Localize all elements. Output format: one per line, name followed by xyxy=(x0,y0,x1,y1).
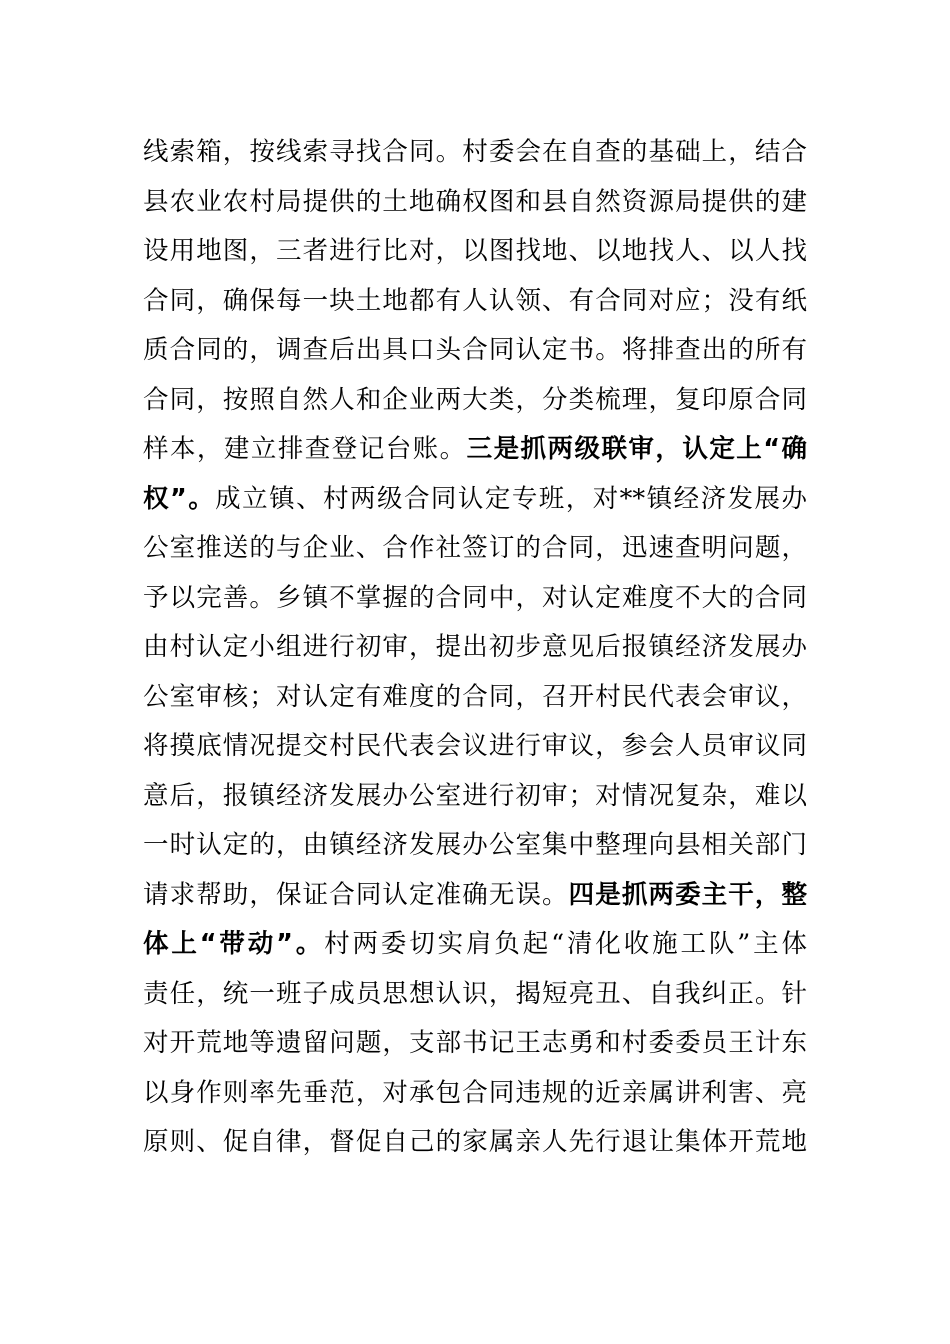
text-line xyxy=(143,1069,807,1119)
text-segment: 成立镇、村两级合同认定专班，对**镇经济发展办 xyxy=(215,483,807,514)
text-line xyxy=(143,970,807,1020)
text-line xyxy=(143,277,807,327)
text-line xyxy=(143,178,807,228)
text-line xyxy=(143,425,807,475)
text-segment: 样本，建立排查登记台账。 xyxy=(143,434,467,464)
text-segment: 县农业农村局提供的土地确权图和县自然资源局提供的建 xyxy=(143,186,807,217)
text-segment: 对开荒地等遗留问题，支部书记王志勇和村委委员王计东 xyxy=(143,1028,807,1058)
text-segment: 设用地图，三者进行比对，以图找地、以地找人、以人找 xyxy=(143,236,807,266)
text-line xyxy=(143,1019,807,1069)
text-line xyxy=(143,772,807,822)
text-line xyxy=(143,475,807,525)
text-segment: 予以完善。乡镇不掌握的合同中，对认定难度不大的合同 xyxy=(143,582,807,613)
body-text xyxy=(143,128,807,1168)
text-segment: 由村认定小组进行初审，提出初步意见后报镇经济发展办 xyxy=(143,632,807,662)
text-segment: 质合同的，调查后出具口头合同认定书。将排查出的所有 xyxy=(143,335,807,365)
text-line xyxy=(143,722,807,772)
text-segment: 请求帮助，保证合同认定准确无误。 xyxy=(143,879,569,910)
text-line xyxy=(143,871,807,921)
text-segment: 责任，统一班子成员思想认识，揭短亮丑、自我纠正。针 xyxy=(143,978,807,1009)
text-line xyxy=(143,821,807,871)
text-line xyxy=(143,376,807,426)
text-line xyxy=(143,574,807,624)
text-segment: 原则、促自律，督促自己的家属亲人先行退让集体开荒地 xyxy=(143,1127,807,1157)
text-segment: 合同，确保每一块土地都有人认领、有合同对应；没有纸 xyxy=(143,285,807,316)
text-segment: 线索箱，按线索寻找合同。村委会在自查的基础上，结合 xyxy=(143,137,807,167)
text-segment: 将摸底情况提交村民代表会议进行审议，参会人员审议同 xyxy=(143,731,807,761)
text-segment: 村两委切实肩负起“清化收施工队”主体 xyxy=(324,929,807,959)
text-line xyxy=(143,920,807,970)
bold-heading-segment: 四是抓两委主干，整 xyxy=(568,879,807,910)
text-line xyxy=(143,1118,807,1168)
text-segment: 以身作则率先垂范，对承包合同违规的近亲属讲利害、亮 xyxy=(143,1077,807,1108)
text-segment: 一时认定的，由镇经济发展办公室集中整理向县相关部门 xyxy=(143,830,807,860)
text-line xyxy=(143,673,807,723)
text-segment: 意后，报镇经济发展办公室进行初审；对情况复杂，难以 xyxy=(143,780,807,811)
text-line xyxy=(143,227,807,277)
text-line xyxy=(143,128,807,178)
text-line xyxy=(143,326,807,376)
text-segment: 合同，按照自然人和企业两大类，分类梳理，复印原合同 xyxy=(143,384,807,415)
text-line xyxy=(143,623,807,673)
text-segment: 公室审核；对认定有难度的合同，召开村民代表会审议， xyxy=(143,681,807,712)
bold-heading-segment: 权”。 xyxy=(143,483,216,514)
bold-heading-segment: 体上“带动”。 xyxy=(143,929,325,959)
text-line xyxy=(143,524,807,574)
text-segment: 公室推送的与企业、合作社签订的合同，迅速查明问题， xyxy=(143,533,807,563)
bold-heading-segment: 三是抓两级联审，认定上“确 xyxy=(466,434,807,464)
